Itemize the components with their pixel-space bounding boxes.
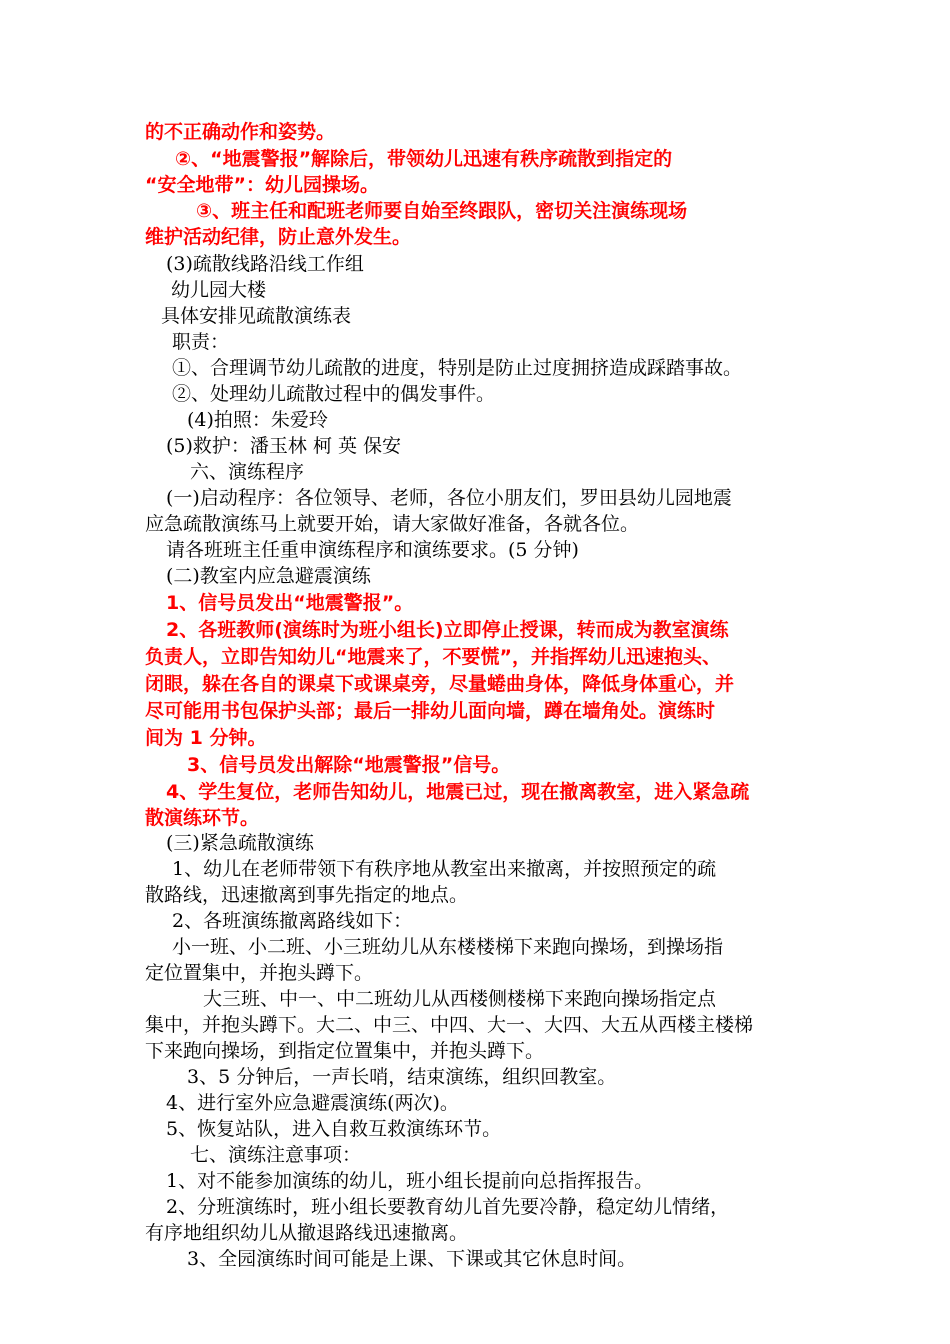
- text-line: 定位置集中，并抱头蹲下。: [145, 962, 374, 984]
- text-line: 3、5 分钟后，一声长哨，结束演练，组织回教室。: [187, 1066, 617, 1088]
- text-line: 散路线，迅速撤离到事先指定的地点。: [145, 884, 469, 906]
- text-line: (4)拍照：朱爱玲: [187, 409, 328, 431]
- text-line: (5)救护：潘玉林 柯 英 保安: [166, 435, 402, 457]
- text-line: 小一班、小二班、小三班幼儿从东楼楼梯下来跑向操场，到操场指: [172, 936, 724, 958]
- text-line: 负责人，立即告知幼儿“地震来了，不要慌”，并指挥幼儿迅速抱头、: [145, 646, 721, 668]
- section-heading: 六、演练程序: [190, 461, 305, 483]
- text-line: “安全地带”：幼儿园操场。: [145, 174, 379, 196]
- text-line: 应急疏散演练马上就要开始，请大家做好准备，各就各位。: [145, 513, 640, 535]
- text-line: 1、幼儿在老师带领下有秩序地从教室出来撤离，并按照预定的疏: [172, 858, 717, 880]
- text-line: 集中，并抱头蹲下。大二、中三、中四、大一、大四、大五从西楼主楼梯: [145, 1014, 754, 1036]
- text-line: 具体安排见疏散演练表: [161, 305, 352, 327]
- text-line: 3、信号员发出解除“地震警报”信号。: [187, 754, 511, 776]
- text-line: 5、恢复站队，进入自救互救演练环节。: [166, 1118, 502, 1140]
- text-line: 2、各班演练撤离路线如下：: [172, 910, 413, 932]
- text-line: 大三班、中一、中二班幼儿从西楼侧楼梯下来跑向操场指定点: [203, 988, 717, 1010]
- text-line: 幼儿园大楼: [171, 279, 267, 301]
- text-line: 维护活动纪律，防止意外发生。: [145, 226, 412, 248]
- text-line: ③、班主任和配班老师要自始至终跟队，密切关注演练现场: [196, 200, 688, 222]
- text-line: (三)紧急疏散演练: [166, 832, 314, 854]
- text-line: 2、分班演练时，班小组长要教育幼儿首先要冷静，稳定幼儿情绪，: [166, 1196, 730, 1218]
- text-line: 请各班班主任重申演练程序和演练要求。(5 分钟): [166, 539, 579, 561]
- text-line: ①、合理调节幼儿疏散的进度，特别是防止过度拥挤造成踩踏事故。: [172, 357, 743, 379]
- text-line: (二)教室内应急避震演练: [166, 565, 371, 587]
- text-line: 间为 1 分钟。: [145, 727, 267, 749]
- text-line: 散演练环节。: [145, 807, 260, 829]
- text-line: (3)疏散线路沿线工作组: [166, 253, 364, 275]
- text-line: 2、各班教师(演练时为班小组长)立即停止授课，转而成为教室演练: [166, 619, 729, 641]
- text-line: 闭眼，躲在各自的课桌下或课桌旁，尽量蜷曲身体，降低身体重心，并: [145, 673, 735, 695]
- text-line: 3、全园演练时间可能是上课、下课或其它休息时间。: [187, 1248, 637, 1270]
- text-line: ②、“地震警报”解除后，带领幼儿迅速有秩序疏散到指定的: [175, 148, 673, 170]
- text-line: 职责：: [172, 331, 230, 353]
- text-line: 有序地组织幼儿从撤退路线迅速撤离。: [145, 1222, 469, 1244]
- text-line: 下来跑向操场，到指定位置集中，并抱头蹲下。: [145, 1040, 545, 1062]
- text-line: 1、信号员发出“地震警报”。: [166, 592, 414, 614]
- text-line: 1、对不能参加演练的幼儿，班小组长提前向总指挥报告。: [166, 1170, 654, 1192]
- section-heading: 七、演练注意事项：: [190, 1144, 362, 1166]
- text-line: 尽可能用书包保护头部；最后一排幼儿面向墙，蹲在墙角处。演练时: [145, 700, 716, 722]
- text-line: ②、处理幼儿疏散过程中的偶发事件。: [172, 383, 496, 405]
- text-line: 的不正确动作和姿势。: [145, 121, 336, 143]
- text-line: (一)启动程序：各位领导、老师，各位小朋友们，罗田县幼儿园地震: [166, 487, 732, 509]
- text-line: 4、进行室外应急避震演练(两次)。: [166, 1092, 459, 1114]
- text-line: 4、学生复位，老师告知幼儿，地震已过，现在撤离教室，进入紧急疏: [166, 781, 750, 803]
